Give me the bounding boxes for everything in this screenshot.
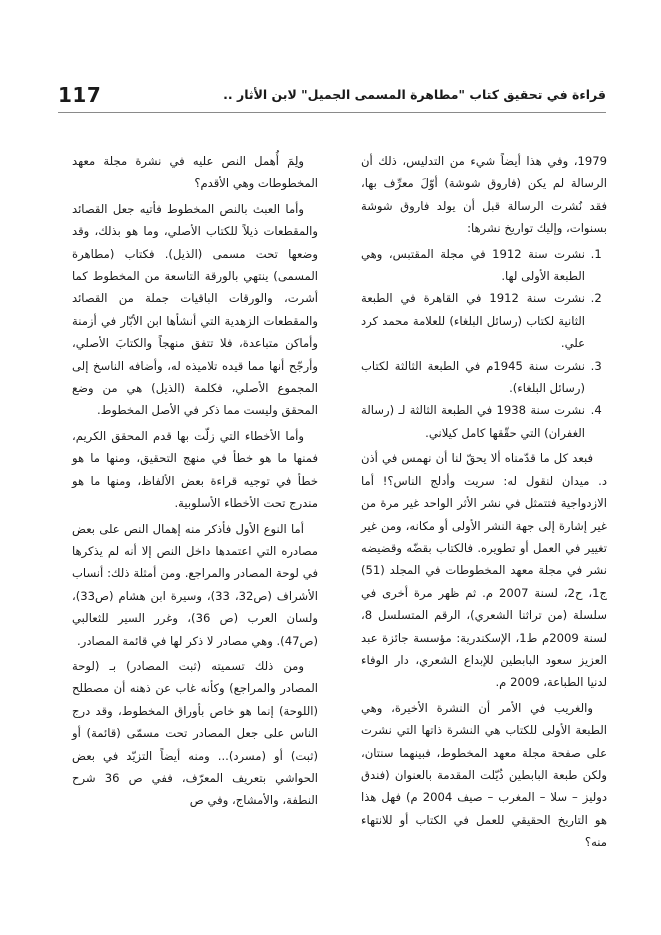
header-divider [58, 112, 606, 113]
paragraph: وأما العبث بالنص المخطوط فأتيه جعل القصائد والمقطعات ذيلاً للكتاب الأصلي، وما هو بذلك، وقد وضعها تحت مسمى (الذيل). فكتاب (مطاهرة المسمى) ينتهي بالورقة التاسعة من المخطوط كما أشرت، والورقات الباقيات جملة من القصائد والمقطعات الزهدية التي أنشأها ابن الأبّار في أزمنة وأماكن متباعدة، فلا تتفق منهجاً والكتابَ الأصلي، وأرجّح أنها مما قيده تلاميذه له، وأضافه الناسخ إلى المجموع الأصلي، فكلمة (الذيل) هي من وضع المحقق وليست مما ذكر في الأصل المخطوط. [72, 201, 318, 418]
paragraph: والغريب في الأمر أن النشرة الأخيرة، وهي الطبعة الأولى للكتاب هي النشرة ذاتها التي نشرت على صفحة مجلة معهد المخطوط، فبينهما سنتان، ولكن طبعة البابطين ذُيّلت المقدمة بالعنوان (فندق دوليز – سلا – المغرب – صيف 2004 م) فهل هذا هو التاريخ الحقيقي للعمل في الكتاب أو للانتهاء منه؟ [361, 700, 607, 850]
page-header [58, 84, 606, 106]
paragraph: أما النوع الأول فأذكر منه إهمال النص على بعض مصادره التي اعتمدها داخل النص إلا أنه لم يذكرها في لوحة المصادر والمراجع. ومن أمثلة ذلك: أنساب الأشراف (ص32، 33)، وسيرة ابن هشام (ص33)، ولسان العرب (ص 36)، وغرر السير للثعالبي (ص47). وهي مصادر لا ذكر لها في قائمة المصادر. [72, 521, 318, 648]
paragraph: ومن ذلك تسميته (ثبت المصادر) بـ (لوحة المصادر والمراجع) وكأنه غاب عن ذهنه أن مصطلح (اللوحة) إنما هو خاص بأوراق المخطوط، وقد درج الناس على جعل المصادر تحت مسمّى (قائمة) أو (ثبت) أو (مسرد)... ومنه أيضاً التزيّد في بعض الحواشي بتعريف المعرّف، ففي ص 36 شرح النطفة، والأمشاج، وفي ص [72, 658, 319, 808]
running-title: قراءة في تحقيق كتاب "مطاهرة المسمى الجميل" لابن الأثار .. [223, 87, 606, 102]
paragraph: وأما الأخطاء التي زلّت بها قدم المحقق الكريم، فمنها ما هو خطأ في منهج التحقيق، ومنها ما هو خطأ في توجيه قراءة بعض الألفاظ، ومنها ما هو مندرج تحت الأخطاء الأسلوبية. [72, 428, 318, 511]
list-item: 3. نشرت سنة 1945م في الطبعة الثالثة لكتاب (رسائل البلغاء). [361, 355, 587, 400]
publication-dates-list [361, 243, 607, 445]
list-item: 1. نشرت سنة 1912 في مجلة المقتبس، وهي الطبعة الأولى لها. [361, 243, 587, 288]
paragraph: 1979، وفي هذا أيضاً شيء من التدليس، ذلك أن الرسالة لم يكن (فاروق شوشة) أوّلَ معرِّف بها، فقد نُشرت الرسالة قبل أن يولد فاروق شوشة بسنوات، وإليك تواريخ نشرها: [361, 154, 607, 236]
list-item: 4. نشرت سنة 1938 في الطبعة الثالثة لـ (رسالة الغفران) التي حقّقها كامل كيلاني. [361, 399, 587, 444]
paragraph: ولِمَ أُهمل النص عليه في نشرة مجلة معهد المخطوطات وهي الأقدم؟ [72, 154, 318, 191]
page-number: 117 [58, 83, 102, 107]
right-column [361, 150, 607, 857]
left-column [72, 150, 318, 815]
list-item: 2. نشرت سنة 1912 في القاهرة في الطبعة الثانية لكتاب (رسائل البلغاء) للعلامة محمد كرد علي. [361, 287, 587, 354]
paragraph: فبعد كل ما قدّمناه ألا يحقّ لنا أن نهمس في أذن د. ميدان لنقول له: سريت وأدلج الناس؟! أما الازدواجية فتتمثل في نشر الأثر الواحد غير مرة من غير إشارة إلى جهة النشر الأولى أو مكانه، ومن غير تغيير في العمل أو تطويره. فالكتاب بقضّه وقضيضه نشر في مجلة معهد المخطوطات في المجلد (51) ج1، ح2، لسنة 2007 م. ثم ظهر مرة أخرى في سلسلة (من تراثنا الشعري)، الرقم المتسلسل 8، لسنة 2009م ط1، الإسكندرية: مؤسسة جائزة عبد العزيز سعود البابطين للإبداع الشعري، دار الوفاء لدنيا الطباعة، 2009 م. [361, 451, 608, 690]
